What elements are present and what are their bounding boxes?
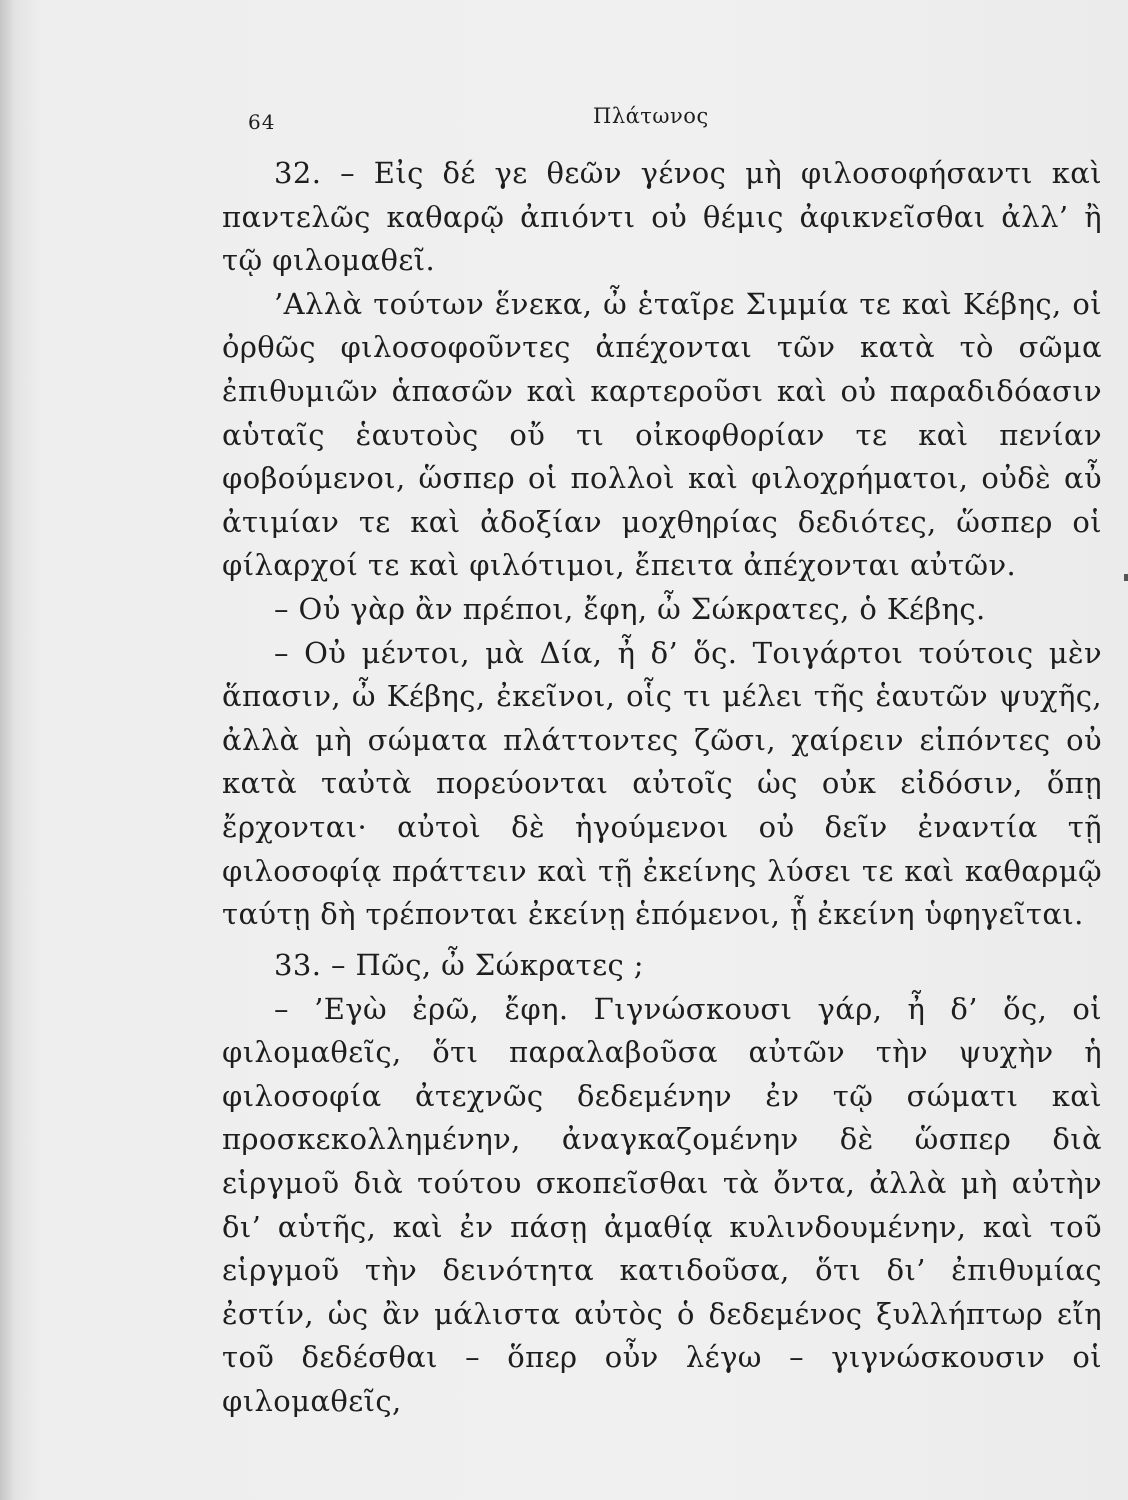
margin-mark (1124, 574, 1128, 581)
page-number: 64 (248, 110, 276, 134)
paragraph: – ’Εγὼ ἐρῶ, ἔφη. Γιγνώσκουσι γάρ, ἦ δ’ ὅς, οἱ φιλομαθεῖς, ὅτι παραλαβοῦσα αὐτῶν τὴν ψυχὴν ἡ φιλοσοφία ἀτεχνῶς δεδεμένην ἐν τῷ σώματι καὶ προσκεκολλημένην, ἀναγκαζομένην δὲ ὥσπερ διὰ εἱργμοῦ διὰ τούτου σκοπεῖσθαι τὰ ὄντα, ἀλλὰ μὴ αὐτὴν δι’ αὑτῆς, καὶ ἐν πάσῃ ἀμαθίᾳ κυλινδουμένην, καὶ τοῦ εἱργμοῦ τὴν δεινότητα κατιδοῦσα, ὅτι δι’ ἐπιθυμίας ἐστίν, ὡς ἂν μάλιστα αὐτὸς ὁ δεδεμένος ξυλλήπτωρ εἴη τοῦ δεδέσθαι – ὅπερ οὖν λέγω – γιγνώσκουσιν οἱ φιλομαθεῖς, (222, 991, 1102, 1418)
paragraph: 33. – Πῶς, ὦ Σώκρατες ; (274, 948, 644, 982)
section-33 (222, 944, 1102, 1424)
paragraph: – Οὐ μέντοι, μὰ Δία, ἦ δ’ ὅς. Τοιγάρτοι τούτοις μὲν ἅπασιν, ὦ Κέβης, ἐκεῖνοι, οἷς τι μέλει τῆς ἑαυτῶν ψυχῆς, ἀλλὰ μὴ σώματα πλάττοντες ζῶσι, χαίρειν εἰπόντες οὐ κατὰ ταὐτὰ πορεύονται αὐτοῖς ὡς οὐκ εἰδόσιν, ὅπῃ ἔρχονται· αὐτοὶ δὲ ἡγούμενοι οὐ δεῖν ἐναντία τῇ φιλοσοφίᾳ πράττειν καὶ τῇ ἐκείνης λύσει τε καὶ καθαρμῷ ταύτῃ δὴ τρέπονται ἐκείνῃ ἑπόμενοι, ᾗ ἐκείνη ὑφηγεῖται. (222, 635, 1102, 932)
running-title: Πλάτωνος (593, 104, 709, 128)
paragraph: ’Αλλὰ τούτων ἕνεκα, ὦ ἑταῖρε Σιμμία τε καὶ Κέβης, οἱ ὀρθῶς φιλοσοφοῦντες ἀπέχονται τῶν κατὰ τὸ σῶμα ἐπιθυμιῶν ἁπασῶν καὶ καρτεροῦσι καὶ οὐ παραδιδόασιν αὑταῖς ἑαυτοὺς οὔ τι οἰκοφθορίαν τε καὶ πενίαν φοβούμενοι, ὥσπερ οἱ πολλοὶ καὶ φιλοχρήματοι, οὐδὲ αὖ ἀτιμίαν τε καὶ ἀδοξίαν μοχθηρίας δεδιότες, ὥσπερ οἱ φίλαρχοί τε καὶ φιλότιμοι, ἔπειτα ἀπέχονται αὐτῶν. (222, 286, 1102, 583)
paragraph: 32. – Εἰς δέ γε θεῶν γένος μὴ φιλοσοφήσαντι καὶ παντελῶς καθαρῷ ἀπιόντι οὐ θέμις ἀφικνεῖσθαι ἀλλ’ ἢ τῷ φιλομαθεῖ. (222, 156, 1102, 278)
paragraph: – Οὐ γὰρ ἂν πρέποι, ἔφη, ὦ Σώκρατες, ὁ Κέβης. (274, 591, 986, 626)
section-32 (222, 152, 1102, 937)
page-header (248, 100, 848, 136)
page-gutter-shadow (0, 0, 14, 1500)
